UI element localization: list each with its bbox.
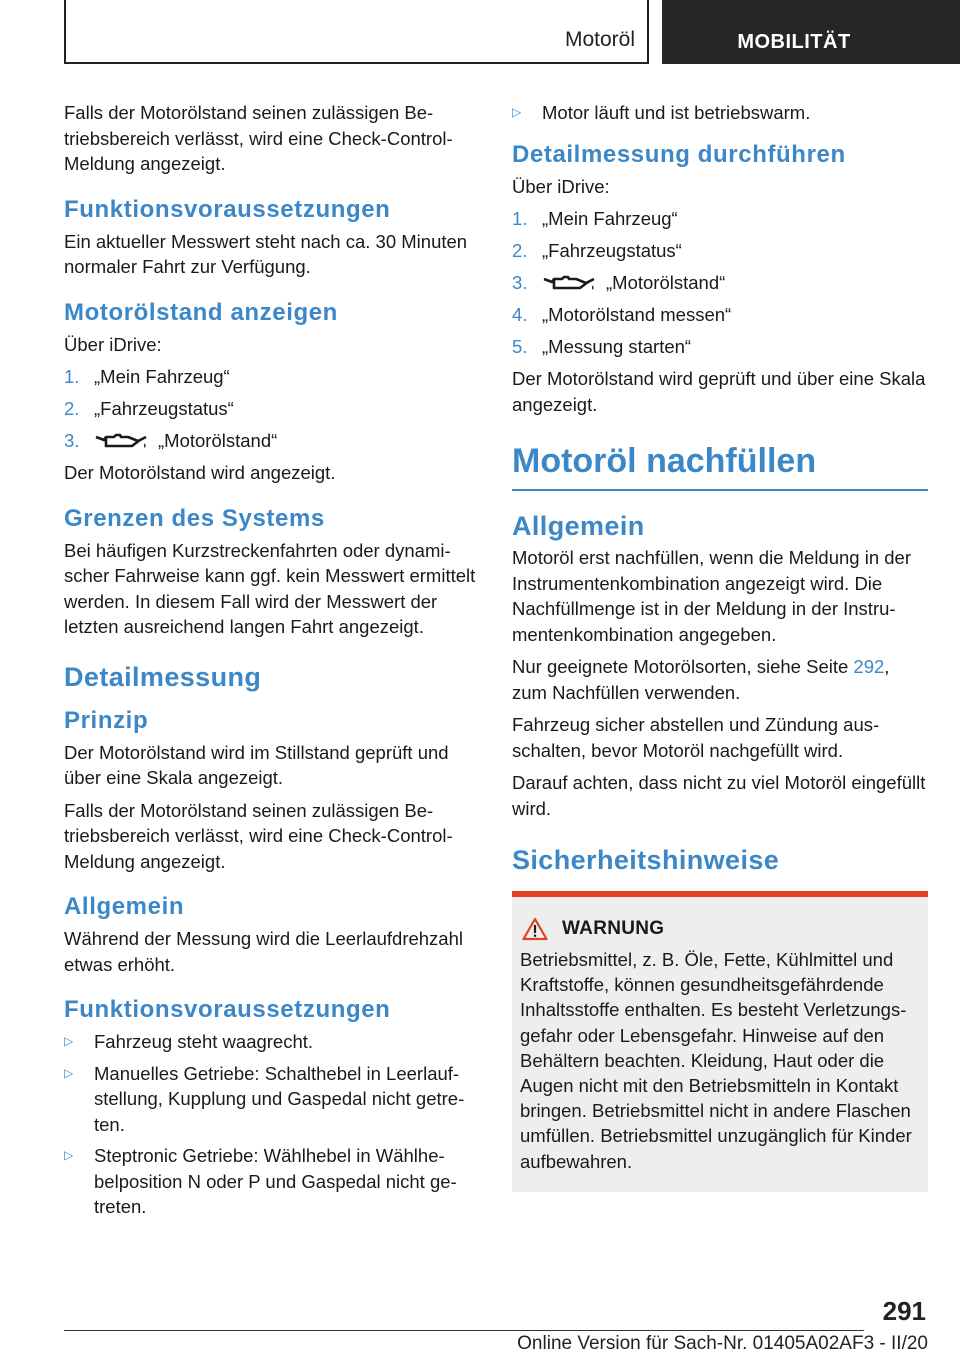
list-item bbox=[64, 1061, 476, 1138]
paragraph-messwert: Ein aktueller Messwert steht nach ca. 30 Minuten normaler Fahrt zur Verfügung. bbox=[64, 230, 468, 277]
heading-funktionsvoraussetzungen-1: Funktionsvoraussetzungen bbox=[64, 195, 391, 223]
steps-list-right bbox=[512, 206, 928, 360]
bullet-list-right bbox=[512, 100, 928, 126]
list-item bbox=[512, 206, 928, 232]
right-column bbox=[512, 100, 928, 1192]
bullet-text: Steptronic Getriebe: Wählhebel in Wählhebelposition N oder P und Gaspedal nicht getreten. bbox=[94, 1145, 457, 1217]
heading-allgemein-right: Allgemein bbox=[512, 511, 645, 541]
step-text: „Motorölstand messen“ bbox=[542, 304, 732, 325]
list-item bbox=[64, 364, 476, 390]
bullet-text: Fahrzeug steht waagrecht. bbox=[94, 1031, 314, 1052]
list-item bbox=[512, 100, 928, 126]
warning-title: WARNUNG bbox=[562, 918, 665, 939]
heading-grenzen: Grenzen des Systems bbox=[64, 504, 325, 532]
list-item bbox=[512, 302, 928, 328]
heading-motoroel-nachfuellen: Motoröl nachfüllen bbox=[512, 441, 928, 491]
step-number: 1. bbox=[64, 366, 80, 387]
paragraph-text: , zum Nachfüllen verwenden. bbox=[512, 656, 890, 703]
list-item bbox=[512, 238, 928, 264]
header-section-box bbox=[662, 0, 960, 64]
list-item bbox=[64, 1029, 476, 1055]
step-number: 1. bbox=[512, 208, 528, 229]
step-number: 3. bbox=[64, 430, 80, 451]
page-number: 291 bbox=[882, 1296, 926, 1326]
step-number: 3. bbox=[512, 272, 528, 293]
list-item bbox=[512, 270, 928, 296]
step-number: 2. bbox=[64, 398, 80, 419]
warning-box bbox=[512, 891, 928, 1192]
triangle-bullet-icon: ▷ bbox=[64, 1034, 74, 1048]
oil-can-icon bbox=[94, 431, 148, 453]
triangle-bullet-icon: ▷ bbox=[64, 1148, 74, 1162]
bullet-text: Motor läuft und ist betriebswarm. bbox=[542, 102, 811, 123]
step-text: „Fahrzeugstatus“ bbox=[94, 398, 234, 419]
paragraph-nachfuellen-3: Fahrzeug sicher abstellen und Zündung ausschalten, bevor Motoröl nachgefüllt wird. bbox=[512, 714, 880, 761]
paragraph-result: Der Motorölstand wird geprüft und über eine Skala angezeigt. bbox=[512, 368, 926, 415]
warning-text: Betriebsmittel, z. B. Öle, Fette, Kühlmittel und Kraftstoffe, können gesundheitsgefährdende Inhaltsstoffe enthalten. Es besteht Verletzungsgefahr oder Lebensgefahr. Hinweise auf den Behältern beachten. Kleidung, Haut oder die Augen nicht mit den Betriebsmitteln in Kontakt bringen. Betriebsmittel nicht in andere Flaschen umfüllen. Betriebsmittel unzugänglich für Kinder aufbewahren. bbox=[520, 949, 912, 1172]
paragraph-nachfuellen-4: Darauf achten, dass nicht zu viel Motoröl eingefüllt wird. bbox=[512, 772, 926, 819]
paragraph-prinzip-1: Der Motorölstand wird im Stillstand geprüft und über eine Skala angezeigt. bbox=[64, 741, 449, 788]
step-text: „Motorölstand“ bbox=[158, 430, 278, 451]
list-item bbox=[64, 396, 476, 422]
paragraph-nachfuellen-1: Motoröl erst nachfüllen, wenn die Meldung in der Instrumentenkombination angezeigt wird. Die Nachfüllmenge ist in der Meldung in der Instrumentenkombination angegeben. bbox=[512, 547, 912, 645]
header-title-box bbox=[64, 0, 649, 64]
heading-detailmessung: Detailmessung bbox=[64, 661, 262, 692]
paragraph-idrive-right: Über iDrive: bbox=[512, 175, 610, 197]
footer-text: Online Version für Sach-Nr. 01405A02AF3 - II/20 bbox=[517, 1333, 928, 1354]
paragraph-nachfuellen-2 bbox=[512, 654, 928, 705]
list-item bbox=[64, 428, 476, 454]
heading-motorolstand-anzeigen: Motorölstand anzeigen bbox=[64, 298, 338, 326]
step-text: „Mein Fahrzeug“ bbox=[94, 366, 230, 387]
paragraph-allgemein-left: Während der Messung wird die Leerlaufdrehzahl etwas erhöht. bbox=[64, 928, 463, 975]
footer-divider bbox=[64, 1330, 864, 1331]
warning-triangle-icon bbox=[522, 917, 548, 941]
left-column bbox=[64, 100, 476, 1226]
step-number: 5. bbox=[512, 336, 528, 357]
step-number: 4. bbox=[512, 304, 528, 325]
paragraph-prinzip-2: Falls der Motorölstand seinen zulässigen Betriebsbereich verlässt, wird eine Check-Control-Meldung angezeigt. bbox=[64, 799, 453, 872]
paragraph-grenzen: Bei häufigen Kurzstreckenfahrten oder dynamischer Fahrweise kann ggf. kein Messwert ermittelt werden. In diesem Fall wird der Messwert der letzten ausreichend langen Fahrt angezeigt. bbox=[64, 539, 476, 637]
step-text: „Messung starten“ bbox=[542, 336, 692, 357]
step-text: „Mein Fahrzeug“ bbox=[542, 208, 678, 229]
triangle-bullet-icon: ▷ bbox=[64, 1065, 74, 1080]
oil-can-icon bbox=[542, 273, 596, 295]
bullet-text: Manuelles Getriebe: Schalthebel in Leerlaufstellung, Kupplung und Gaspedal nicht getreten. bbox=[94, 1062, 465, 1135]
heading-prinzip: Prinzip bbox=[64, 706, 149, 734]
warning-header bbox=[520, 917, 920, 941]
header-title: Motoröl bbox=[564, 28, 635, 51]
heading-detailmessung-durchfuehren: Detailmessung durchführen bbox=[512, 140, 846, 168]
heading-allgemein-left: Allgemein bbox=[64, 893, 185, 920]
paragraph-idrive: Über iDrive: bbox=[64, 333, 162, 355]
list-item bbox=[64, 1143, 476, 1220]
heading-funktionsvoraussetzungen-2: Funktionsvoraussetzungen bbox=[64, 996, 391, 1023]
list-item bbox=[512, 334, 928, 360]
heading-sicherheitshinweise: Sicherheitshinweise bbox=[512, 845, 780, 875]
bullet-list-left bbox=[64, 1029, 476, 1220]
triangle-bullet-icon: ▷ bbox=[512, 105, 522, 119]
step-text: „Fahrzeugstatus“ bbox=[542, 240, 682, 261]
step-number: 2. bbox=[512, 240, 528, 261]
step-text: „Motorölstand“ bbox=[606, 272, 726, 293]
paragraph-text: Nur geeignete Motorölsorten, siehe Seite bbox=[512, 656, 854, 677]
steps-list-left bbox=[64, 364, 476, 454]
intro-paragraph: Falls der Motorölstand seinen zulässigen Betriebsbereich verlässt, wird eine Check-Control-Meldung angezeigt. bbox=[64, 102, 453, 174]
header-section: MOBILITÄT bbox=[737, 31, 851, 53]
page-link[interactable]: 292 bbox=[853, 656, 885, 677]
paragraph-angezeigt: Der Motorölstand wird angezeigt. bbox=[64, 462, 336, 483]
